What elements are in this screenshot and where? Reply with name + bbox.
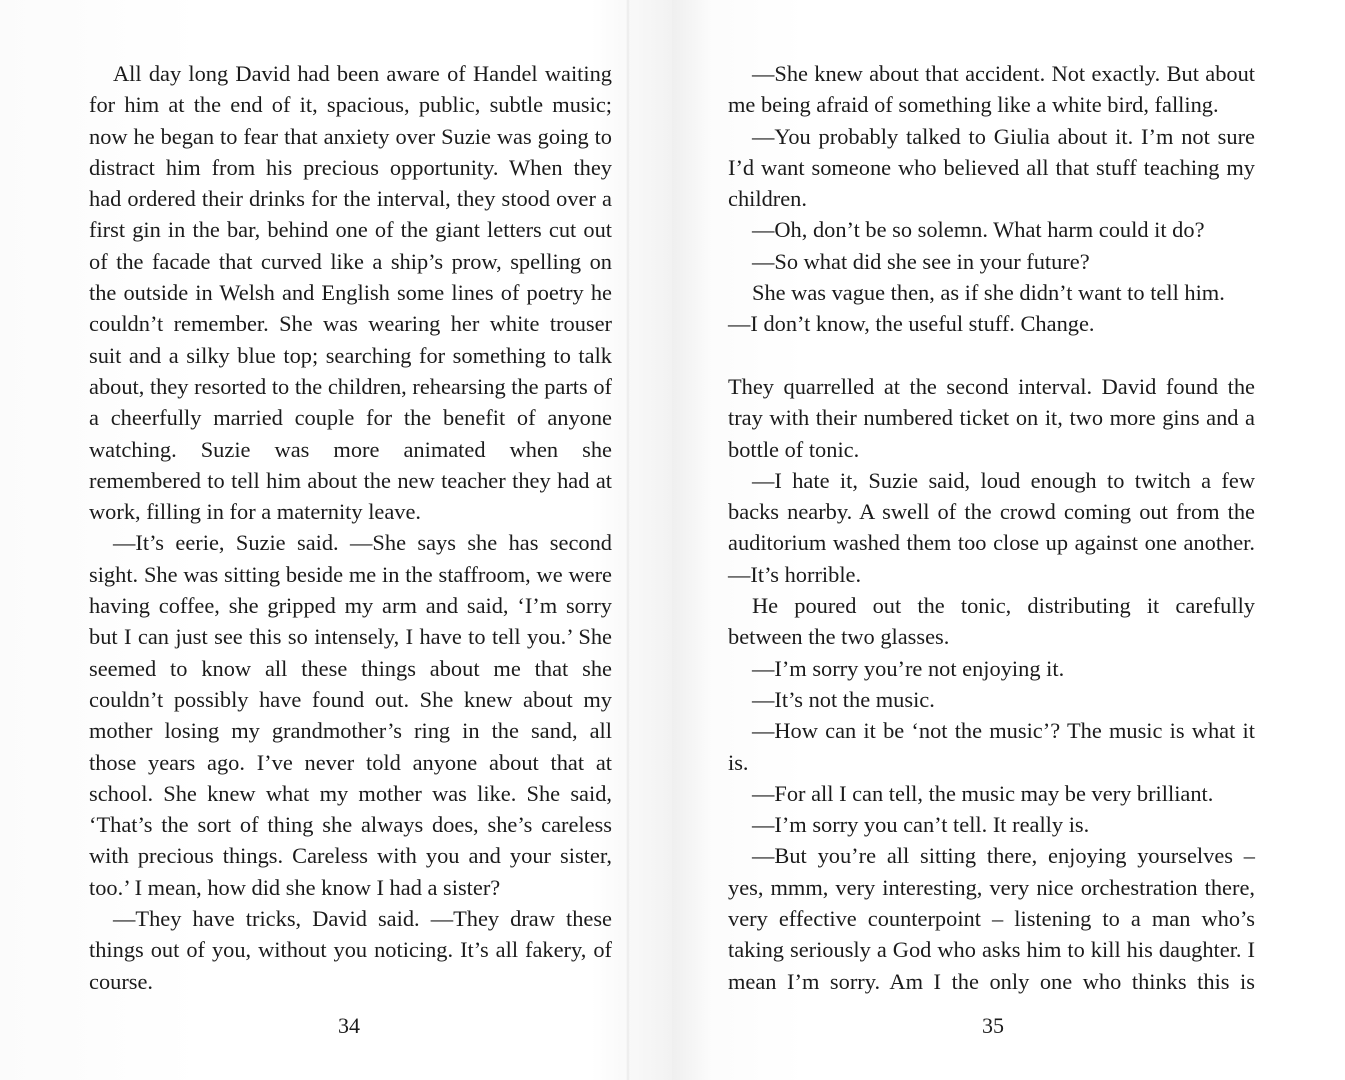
paragraph: —How can it be ‘not the music’? The music is what it is. [728,718,1255,775]
paragraph: —I’m sorry you’re not enjoying it. [752,655,1065,681]
paragraph: —But you’re all sitting there, enjoying yourselves – yes, mmm, very interesting, very nice orchestration there, very effective counterpoint – listening to a man who’s taking seriously a God who asks him to kill his daughter. I mean I’m sorry. Am I the only one who thinks this is [728,843,1255,994]
paragraph: —They have tricks, David said. —They draw these things out of you, without you noticing. It’s all fakery, of course. [89,906,612,994]
section-opening-paragraph: They quarrelled at the second interval. David found the tray with their numbered ticket on it, two more gins and a bottle of tonic. [728,373,1255,462]
paragraph: —She knew about that accident. Not exactly. But about me being afraid of something like a white bird, falling. [728,61,1255,118]
page-number-left: 34 [338,1013,360,1038]
page-number-right: 35 [982,1013,1004,1038]
paragraph: —It’s eerie, Suzie said. —She says she has second sight. She was sitting beside me in the staffroom, we were having coffee, she gripped my arm and said, ‘I’m sorry but I can just see this so intensely, I have to tell you.’ She seemed to know all these things about me that she couldn’t possibly have found out. She knew about my mother losing my grandmother’s ring in the sand, all those years ago. I’ve never told anyone about that at school. She knew what my mother was like. She said, ‘That’s the sort of thing she always does, she’s careless with precious things. Careless with you and your sister, too.’ I mean, how did she know I had a sister? [89,530,612,900]
gutter-shadow [626,0,630,1080]
left-page-text [89,58,612,997]
paragraph: —You probably talked to Giulia about it. I’m not sure I’d want someone who believed all that stuff teaching my children. [728,123,1255,212]
paragraph: —So what did she see in your future? [752,248,1090,274]
paragraph: He poured out the tonic, distributing it carefully between the two glasses. [728,593,1255,650]
left-page [0,0,672,1080]
paragraph: She was vague then, as if she didn’t want to tell him. [752,280,1225,306]
paragraph: —I don’t know, the useful stuff. Change. [728,311,1095,337]
paragraph: —I hate it, Suzie said, loud enough to twitch a few backs nearby. A swell of the crowd coming out from the auditorium washed them too close up against one another. —It’s horrible. [728,467,1255,587]
paragraph: —For all I can tell, the music may be very brilliant. [752,780,1214,806]
right-page [672,0,1345,1080]
paragraph: —It’s not the music. [752,686,935,712]
paragraph: —I’m sorry you can’t tell. It really is. [752,812,1090,838]
paragraph: All day long David had been aware of Handel waiting for him at the end of it, spacious, public, subtle music; now he began to fear that anxiety over Suzie was going to distract him from his precious opportunity. When they had ordered their drinks for the interval, they stood over a first gin in the bar, behind one of the giant letters cut out of the facade that curved like a ship’s prow, spelling on the outside in Welsh and English some lines of poetry he couldn’t remember. She was wearing her white trouser suit and a silky blue top; searching for something to talk about, they resorted to the children, rehearsing the parts of a cheerfully married couple for the benefit of anyone watching. Suzie was more animated when she remembered to tell him about the new teacher they had at work, filling in for a maternity leave. [89,61,612,525]
right-page-text [728,58,1255,997]
paragraph: —Oh, don’t be so solemn. What harm could it do? [752,217,1205,243]
